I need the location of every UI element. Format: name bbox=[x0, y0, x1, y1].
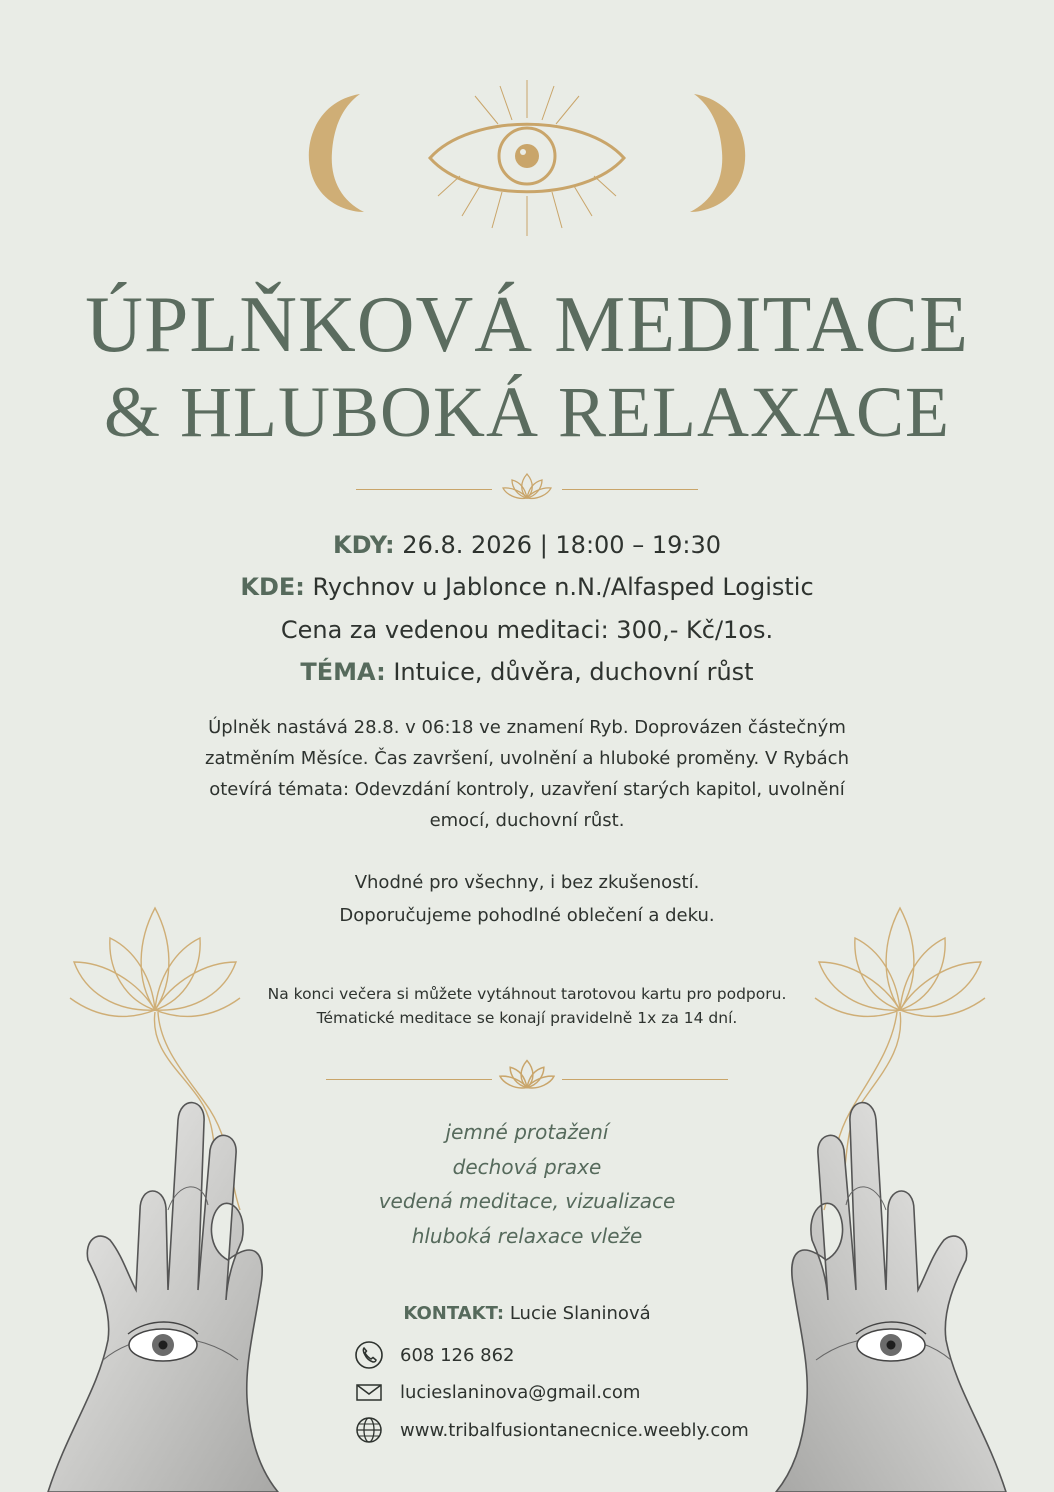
all-seeing-eye-icon bbox=[420, 78, 634, 238]
where-line bbox=[0, 572, 1054, 602]
suitability-line: Doporučujeme pohodlné oblečení a deku. bbox=[339, 905, 715, 926]
theme-line bbox=[0, 657, 1054, 687]
contact-email-row[interactable] bbox=[354, 1377, 640, 1407]
mudra-hand-right-illustration bbox=[756, 1090, 1026, 1492]
where-label: KDE: bbox=[240, 573, 305, 601]
divider-left bbox=[356, 489, 492, 490]
phone-icon bbox=[354, 1340, 384, 1370]
notes-line: Tématické meditace se konají pravidelně 1x za 14 dní. bbox=[316, 1009, 738, 1027]
contact-phone[interactable]: 608 126 862 bbox=[400, 1344, 515, 1366]
contact-web-row[interactable] bbox=[354, 1415, 749, 1445]
contact-website[interactable]: www.tribalfusiontanecnice.weebly.com bbox=[400, 1419, 749, 1441]
when-value: 26.8. 2026 | 18:00 – 19:30 bbox=[402, 531, 721, 559]
program-item: dechová praxe bbox=[452, 1154, 602, 1179]
divider-right-2 bbox=[562, 1079, 728, 1080]
when-line bbox=[0, 530, 1054, 560]
theme-value: Intuice, důvěra, duchovní růst bbox=[393, 658, 754, 686]
description bbox=[0, 712, 1054, 836]
envelope-icon bbox=[354, 1377, 384, 1407]
program-item: jemné protažení bbox=[445, 1120, 609, 1144]
contact-phone-row[interactable] bbox=[354, 1340, 515, 1370]
description-line: emocí, duchovní růst. bbox=[429, 810, 625, 831]
contact-name: Lucie Slaninová bbox=[509, 1303, 651, 1324]
notes-line: Na konci večera si můžete vytáhnout tarotovou kartu pro podporu. bbox=[267, 985, 787, 1003]
globe-icon bbox=[354, 1415, 384, 1445]
where-value: Rychnov u Jablonce n.N./Alfasped Logistic bbox=[312, 573, 814, 601]
crescent-moon-right-icon bbox=[664, 88, 764, 218]
theme-label: TÉMA: bbox=[300, 658, 386, 686]
program-item: hluboká relaxace vleže bbox=[411, 1223, 643, 1248]
contact-label: KONTAKT: bbox=[403, 1303, 505, 1324]
divider-left-2 bbox=[326, 1079, 492, 1080]
suitability-line: Vhodné pro všechny, i bez zkušeností. bbox=[354, 872, 700, 893]
program-item: vedená meditace, vizualizace bbox=[378, 1189, 676, 1213]
description-line: zatměním Měsíce. Čas završení, uvolnění a hluboké proměny. V Rybách bbox=[205, 748, 849, 769]
description-line: otevírá témata: Odevzdání kontroly, uzavření starých kapitol, uvolnění bbox=[209, 779, 845, 800]
divider-right bbox=[562, 489, 698, 490]
description-line: Úplněk nastává 28.8. v 06:18 ve znamení Ryb. Doprovázen částečným bbox=[208, 717, 846, 738]
contact-email[interactable]: lucieslaninova@gmail.com bbox=[400, 1381, 641, 1403]
title-line-1: ÚPLŇKOVÁ MEDITACE bbox=[85, 281, 969, 369]
lotus-icon bbox=[496, 1056, 558, 1092]
title-line-2: & HLUBOKÁ RELAXACE bbox=[104, 372, 950, 452]
when-label: KDY: bbox=[332, 531, 395, 559]
lotus-icon bbox=[500, 470, 554, 502]
crescent-moon-left-icon bbox=[290, 88, 390, 218]
price-line: Cena za vedenou meditaci: 300,- Kč/1os. bbox=[280, 616, 774, 644]
mudra-hand-left-illustration bbox=[28, 1090, 298, 1492]
